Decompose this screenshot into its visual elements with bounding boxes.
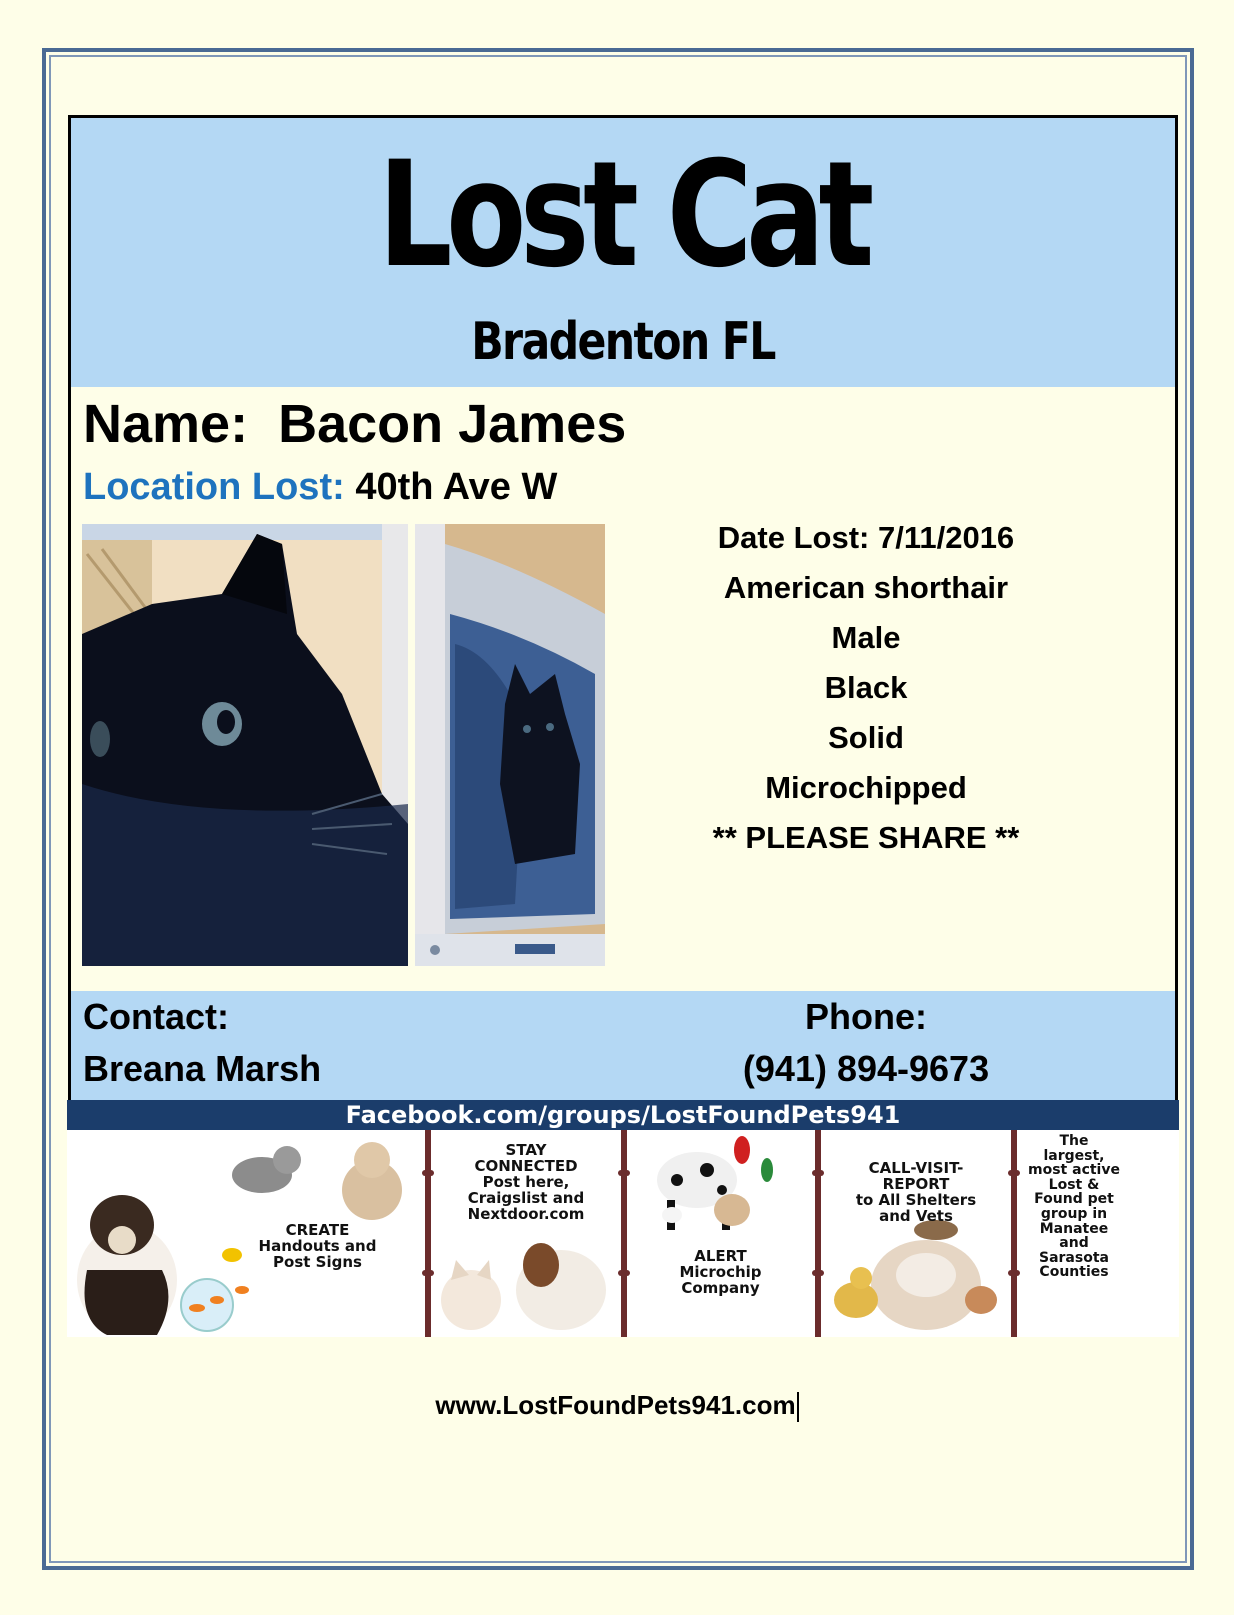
detail-microchip: Microchipped — [765, 770, 967, 805]
dog-parrot-pets-icon — [627, 1130, 815, 1337]
location-value: 40th Ave W — [355, 466, 558, 508]
location-label: Location Lost: — [83, 466, 345, 508]
panel-create-handouts: CREATE Handouts and Post Signs — [258, 1221, 377, 1271]
detail-sex: Male — [831, 620, 901, 655]
detail-color: Black — [824, 670, 908, 705]
contact-name: Breana Marsh — [83, 1048, 322, 1089]
text-cursor — [797, 1392, 799, 1422]
phone-label: Phone: — [805, 996, 927, 1037]
cat-photo-closeup — [82, 524, 408, 966]
panel-call-shelters: CALL-VISIT- REPORT to All Shelters and Vets — [855, 1159, 977, 1225]
flyer-header — [71, 118, 1175, 387]
pet-details — [681, 513, 1051, 863]
cat-photo-pillow — [415, 524, 605, 966]
flyer-city: Bradenton FL — [471, 312, 775, 372]
website-link[interactable] — [0, 1390, 1234, 1422]
panel-largest-group: The largest, most active Lost & Found pet group in Manatee and Sarasota Counties — [1028, 1133, 1120, 1281]
panel-stay-connected: STAY CONNECTED Post here, Craigslist and Nextdoor.com — [467, 1141, 585, 1223]
facebook-group-bar: Facebook.com/groups/LostFoundPets941 — [67, 1100, 1179, 1130]
contact-band — [71, 991, 1175, 1100]
detail-pattern: Solid — [828, 720, 904, 755]
banner-divider-4 — [1011, 1130, 1017, 1337]
pet-name-value: Bacon James — [278, 394, 627, 454]
phone-number: (941) 894-9673 — [742, 1048, 990, 1089]
detail-date-lost: Date Lost: 7/11/2016 — [717, 520, 1015, 555]
detail-breed: American shorthair — [723, 570, 1009, 605]
pet-name-label: Name: — [83, 394, 249, 454]
lost-cat-flyer — [68, 115, 1178, 1103]
flyer-title: Lost Cat — [378, 130, 868, 300]
location-line — [83, 466, 557, 509]
detail-please-share: ** PLEASE SHARE ** — [712, 820, 1020, 855]
website-text: www.LostFoundPets941.com — [435, 1390, 796, 1420]
pet-name-line — [83, 393, 626, 455]
panel-alert-microchip: ALERT Microchip Company — [679, 1247, 762, 1297]
tips-banner — [67, 1130, 1179, 1337]
contact-label: Contact: — [83, 996, 229, 1037]
